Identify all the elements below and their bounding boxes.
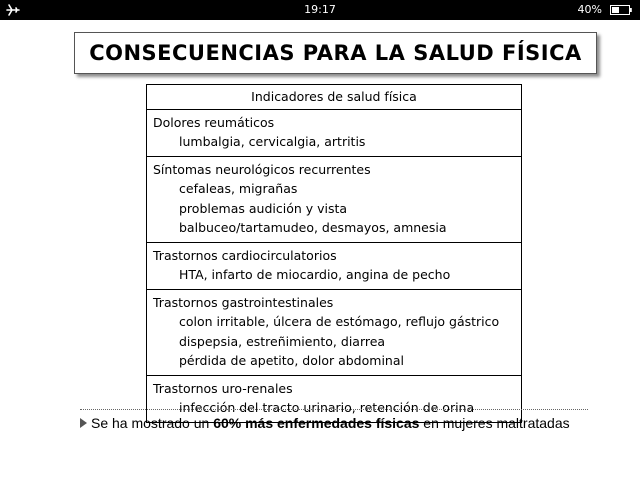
group-item: pérdida de apetito, dolor abdominal	[179, 353, 404, 368]
footnote-prefix: Se ha mostrado un	[91, 415, 214, 431]
table-row	[147, 156, 522, 242]
group-title: Dolores reumáticos	[153, 114, 275, 130]
footnote-emphasis: 60% más enfermedades físicas	[213, 415, 420, 431]
dotted-separator	[80, 409, 588, 410]
group-item: problemas audición y vista	[179, 200, 348, 216]
slide	[0, 20, 640, 480]
table-header-row	[147, 85, 522, 110]
table-row	[147, 242, 522, 289]
group-title: Trastornos cardiocirculatorios	[153, 247, 337, 263]
table-cell	[147, 109, 522, 156]
battery-icon	[610, 5, 632, 15]
table-row	[147, 289, 522, 375]
table-cell	[147, 242, 522, 289]
group-item: dispepsia, estreñimiento, diarrea	[179, 333, 386, 349]
group-item: colon irritable, úlcera de estómago, reflujo gástrico	[179, 314, 500, 329]
group-item: balbuceo/tartamudeo, desmayos, amnesia	[179, 220, 447, 235]
footnote-suffix: en mujeres maltratadas	[419, 415, 570, 431]
group-item: lumbalgia, cervicalgia, artritis	[179, 134, 366, 149]
group-item: HTA, infarto de miocardio, angina de pecho	[179, 267, 451, 282]
group-title: Síntomas neurológicos recurrentes	[153, 161, 371, 177]
group-item: infección del tracto urinario, retención de orina	[179, 400, 475, 415]
table-header: Indicadores de salud física	[147, 85, 522, 110]
footnote	[79, 415, 599, 435]
triangle-bullet-icon	[79, 417, 88, 429]
battery-percentage: 40%	[577, 3, 602, 16]
slide-title: CONSECUENCIAS PARA LA SALUD FÍSICA	[74, 32, 597, 74]
group-title: Trastornos uro-renales	[153, 380, 293, 396]
table-cell	[147, 156, 522, 242]
status-bar	[0, 0, 640, 20]
table-row	[147, 109, 522, 156]
table-cell	[147, 289, 522, 375]
group-item: cefaleas, migrañas	[179, 181, 298, 196]
clock: 19:17	[304, 3, 336, 16]
group-title: Trastornos gastrointestinales	[153, 294, 334, 310]
health-indicators-table	[146, 84, 522, 423]
